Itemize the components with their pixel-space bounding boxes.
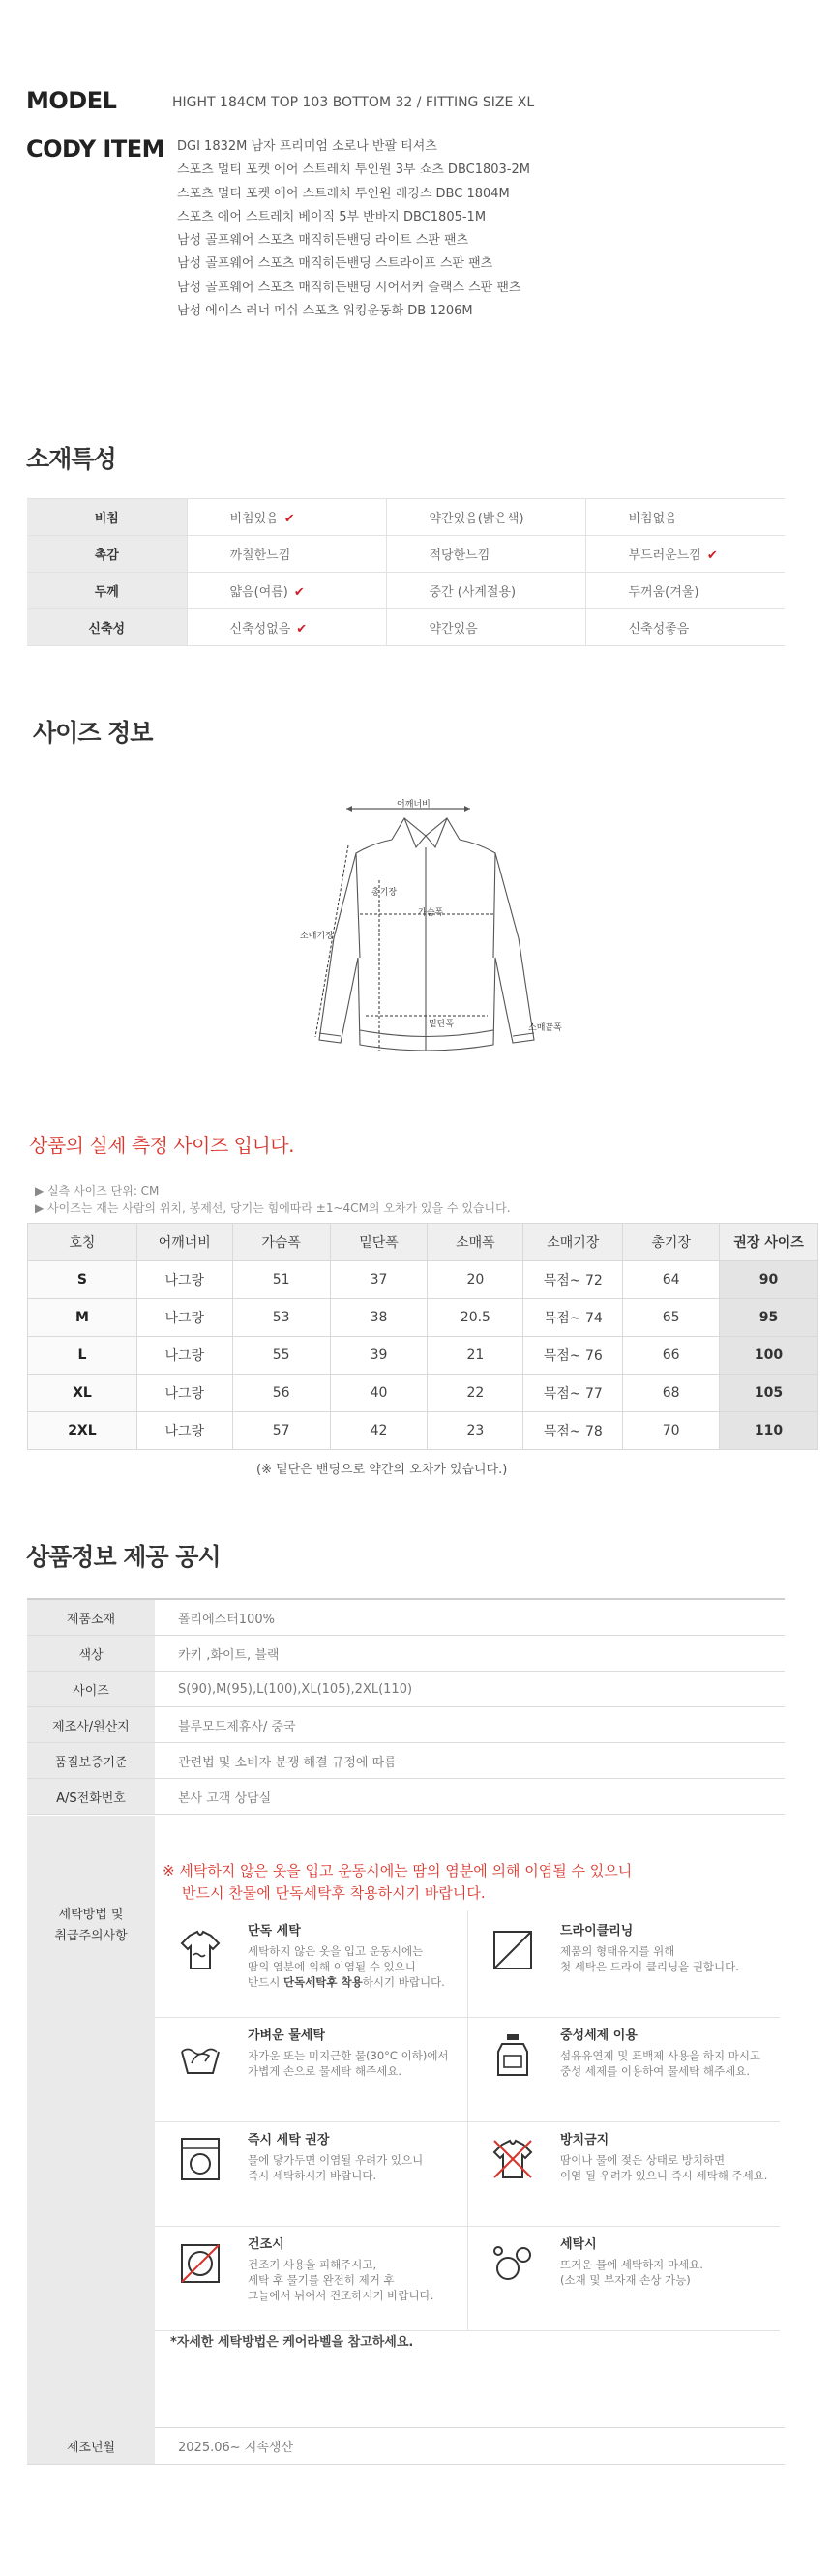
- dry-clean-icon: [489, 1926, 537, 1974]
- care-item-title: 세탁시: [560, 2237, 597, 2252]
- size-cell: 95: [720, 1299, 818, 1337]
- size-cell: 20.5: [428, 1299, 523, 1337]
- material-option-text: 얇음(여름): [229, 585, 288, 600]
- care-item-line: 자가운 또는 미지근한 물(30°C 이하)에서: [248, 2049, 449, 2062]
- product-info-title: 상품정보 제공 공시: [26, 1543, 221, 1571]
- no-tumble-dry-icon: [176, 2239, 224, 2288]
- cody-item: 남성 골프웨어 스포츠 매직히든밴딩 스트라이프 스판 팬츠: [177, 256, 493, 272]
- size-cell: 70: [623, 1412, 720, 1450]
- material-option: [386, 609, 585, 646]
- material-option-text: 약간있음(밝은색): [429, 512, 524, 526]
- material-row: [27, 536, 785, 573]
- size-header-cell: 가슴폭: [232, 1224, 330, 1261]
- care-item-line: 물에 닿가두면 이염될 우려가 있으니: [248, 2153, 424, 2167]
- size-cell: 목점~ 77: [523, 1375, 623, 1412]
- check-icon: ✔: [283, 512, 295, 526]
- material-option: [585, 536, 785, 573]
- material-option-text: 까칠한느낌: [229, 548, 291, 563]
- cody-item-label: CODY ITEM: [26, 135, 165, 163]
- diagram-label-total-length: 총기장: [371, 888, 398, 898]
- size-cell: 68: [623, 1375, 720, 1412]
- care-item-title: 방치금지: [560, 2133, 609, 2147]
- cody-item-list: [177, 135, 530, 323]
- care-item-bold: 단독세탁후 착용: [282, 1975, 363, 1989]
- product-info-label: 제품소재: [27, 1599, 155, 1636]
- care-item-title: 드라이클리닝: [560, 1924, 634, 1939]
- care-item: [155, 2224, 468, 2331]
- size-note-2: ▶ 사이즈는 재는 사람의 위치, 봉제선, 당기는 힘에따라 ±1~4CM의 오차가 있을 수 있습니다.: [35, 1201, 511, 1215]
- size-cell: 나그랑: [136, 1299, 232, 1337]
- size-info-title: 사이즈 정보: [33, 719, 153, 747]
- diagram-label-sleeve-length: 소매기장: [300, 932, 334, 941]
- size-cell: 56: [232, 1375, 330, 1412]
- care-item-desc: [560, 2048, 768, 2079]
- care-item-line: 섬유유연제 및 표백제 사용을 하지 마시고: [560, 2049, 761, 2062]
- product-info-row: [27, 1672, 785, 1707]
- care-grid: [155, 1910, 780, 2326]
- material-option: [585, 609, 785, 646]
- product-info-table: [27, 1598, 785, 1815]
- care-item-line: 반드시 단독세탁후 착용하시기 바랍니다.: [248, 1975, 445, 1989]
- mfg-value: 2025.06~ 지속생산: [155, 2427, 785, 2465]
- care-item-desc: [560, 2257, 768, 2288]
- size-cell: 20: [428, 1261, 523, 1299]
- size-header-cell: 밑단폭: [330, 1224, 428, 1261]
- size-cell: 나그랑: [136, 1412, 232, 1450]
- size-header-cell: 총기장: [623, 1224, 720, 1261]
- care-item-line: 세탁 후 물기를 완전히 제거 후: [248, 2273, 395, 2287]
- material-row: [27, 499, 785, 536]
- material-option: [187, 573, 386, 609]
- size-cell: XL: [28, 1375, 137, 1412]
- size-header-cell: 권장 사이즈: [720, 1224, 818, 1261]
- size-header-cell: 소매폭: [428, 1224, 523, 1261]
- product-info-label: 색상: [27, 1636, 155, 1672]
- care-item: [155, 2119, 468, 2227]
- cody-item: 스포츠 멀티 포켓 에어 스트레치 투인원 레깅스 DBC 1804M: [177, 186, 510, 201]
- size-table-row: [28, 1261, 818, 1299]
- material-option: [386, 499, 585, 536]
- care-item-line: 가볍게 손으로 물세탁 해주세요.: [248, 2064, 402, 2078]
- size-header-cell: 소매기장: [523, 1224, 623, 1261]
- material-option: [187, 609, 386, 646]
- material-option-text: 신축성없음: [229, 622, 291, 637]
- size-table-row: [28, 1337, 818, 1375]
- size-cell: 110: [720, 1412, 818, 1450]
- size-cell: 90: [720, 1261, 818, 1299]
- care-item-desc: [560, 2152, 768, 2183]
- size-header-cell: 어깨너비: [136, 1224, 232, 1261]
- size-cell: S: [28, 1261, 137, 1299]
- material-table: [27, 498, 785, 646]
- product-info-value: 블루모드제휴사/ 중국: [155, 1707, 785, 1743]
- mfg-label: 제조년월: [27, 2427, 155, 2465]
- material-option-text: 비침없음: [628, 512, 677, 526]
- care-item: [155, 2015, 468, 2122]
- care-footer: *자세한 세탁방법은 케어라벨을 참고하세요.: [170, 2335, 414, 2350]
- check-icon: ✔: [296, 622, 308, 637]
- diagram-label-cuff: 소매끝폭: [528, 1023, 562, 1033]
- care-item-desc: [560, 1943, 768, 1974]
- material-option-text: 두꺼움(겨울): [628, 585, 699, 600]
- diagram-label-chest: 가슴폭: [418, 908, 444, 918]
- material-option: [187, 536, 386, 573]
- product-info-row: [27, 1599, 785, 1636]
- size-cell: 37: [330, 1261, 428, 1299]
- size-cell: 38: [330, 1299, 428, 1337]
- size-table-row: [28, 1412, 818, 1450]
- care-item-line: 이염 될 우려가 있으니 즉시 세탁해 주세요.: [560, 2169, 768, 2182]
- size-footnote: (※ 밑단은 밴딩으로 약간의 오차가 있습니다.): [256, 1463, 508, 1477]
- diagram-label-hem: 밑단폭: [429, 1020, 455, 1029]
- material-option: [187, 499, 386, 536]
- check-icon: ✔: [706, 548, 718, 563]
- care-item-line: 첫 세탁은 드라이 클리닝을 권합니다.: [560, 1960, 739, 1973]
- product-info-value: 본사 고객 상담실: [155, 1779, 785, 1815]
- size-table: [27, 1223, 818, 1450]
- care-item: [467, 1910, 780, 2018]
- cody-item: 스포츠 멀티 포켓 에어 스트레치 투인원 3부 쇼츠 DBC1803-2M: [177, 163, 530, 178]
- product-info-label: 품질보증기준: [27, 1743, 155, 1779]
- size-cell: 목점~ 78: [523, 1412, 623, 1450]
- care-item-line: 제품의 형태유지를 위해: [560, 1944, 675, 1958]
- product-info-label: 제조사/원산지: [27, 1707, 155, 1743]
- care-item-line: 건조기 사용을 피해주시고,: [248, 2258, 377, 2271]
- size-cell: 57: [232, 1412, 330, 1450]
- material-row-label: 두께: [27, 573, 187, 609]
- size-cell: 21: [428, 1337, 523, 1375]
- size-cell: 목점~ 76: [523, 1337, 623, 1375]
- size-header-cell: 호칭: [28, 1224, 137, 1261]
- material-option-text: 적당한느낌: [429, 548, 490, 563]
- care-warning-1: ※ 세탁하지 않은 옷을 입고 운동시에는 땀의 염분에 의해 이염될 수 있으니: [163, 1862, 633, 1880]
- care-label-1: 세탁방법 및: [58, 1908, 124, 1922]
- care-item-line: 세탁하지 않은 옷을 입고 운동시에는: [248, 1944, 424, 1958]
- model-info: HIGHT 184CM TOP 103 BOTTOM 32 / FITTING SIZE XL: [172, 95, 535, 110]
- care-item-line: (소재 및 부자재 손상 가능): [560, 2273, 691, 2287]
- diagram-label-shoulder: 어깨너비: [397, 800, 431, 810]
- size-cell: 65: [623, 1299, 720, 1337]
- size-table-row: [28, 1299, 818, 1337]
- size-cell: 53: [232, 1299, 330, 1337]
- care-item-desc: [248, 2048, 456, 2079]
- material-option: [585, 499, 785, 536]
- size-cell: 64: [623, 1261, 720, 1299]
- care-item-line: 즉시 세탁하시기 바랍니다.: [248, 2169, 377, 2182]
- size-cell: 39: [330, 1337, 428, 1375]
- care-item: [467, 2015, 780, 2122]
- size-cell: 나그랑: [136, 1337, 232, 1375]
- care-item: [467, 2119, 780, 2227]
- care-label-2: 취급주의사항: [54, 1929, 128, 1943]
- cody-item: DGI 1832M 남자 프리미엄 소로나 반팔 티셔츠: [177, 139, 437, 154]
- product-info-row: [27, 1779, 785, 1815]
- material-option-text: 비침있음: [229, 512, 279, 526]
- t-shirt-wash-icon: [176, 1926, 224, 1974]
- model-label: MODEL: [26, 87, 117, 114]
- size-cell: 40: [330, 1375, 428, 1412]
- material-option-text: 신축성좋음: [628, 622, 690, 637]
- care-item-desc: [248, 2152, 456, 2183]
- care-item-title: 가벼운 물세탁: [248, 2028, 325, 2043]
- product-info-value: S(90),M(95),L(100),XL(105),2XL(110): [155, 1672, 785, 1707]
- product-info-label: 사이즈: [27, 1672, 155, 1707]
- hand-wash-icon: [176, 2030, 224, 2079]
- product-info-row: [27, 1707, 785, 1743]
- washing-machine-icon: [176, 2135, 224, 2183]
- size-cell: 2XL: [28, 1412, 137, 1450]
- material-option: [386, 573, 585, 609]
- product-info-row: [27, 1743, 785, 1779]
- product-info-value: 관련법 및 소비자 분쟁 해결 규정에 따름: [155, 1743, 785, 1779]
- size-cell: 나그랑: [136, 1375, 232, 1412]
- material-option-text: 약간있음: [429, 622, 478, 637]
- size-cell: 105: [720, 1375, 818, 1412]
- material-title: 소재특성: [26, 445, 116, 473]
- material-row: [27, 573, 785, 609]
- product-info-row: [27, 1636, 785, 1672]
- cody-item: 스포츠 에어 스트레치 베이직 5부 반바지 DBC1805-1M: [177, 209, 487, 224]
- material-option-text: 중간 (사계절용): [429, 585, 517, 600]
- care-item-line: 그늘에서 뉘어서 건조하시기 바랍니다.: [248, 2289, 434, 2302]
- material-option: [386, 536, 585, 573]
- size-table-header: [28, 1224, 818, 1261]
- size-cell: 나그랑: [136, 1261, 232, 1299]
- care-item: [467, 2224, 780, 2331]
- size-cell: M: [28, 1299, 137, 1337]
- size-cell: 22: [428, 1375, 523, 1412]
- no-leave-wet-icon: [489, 2135, 537, 2183]
- size-table-row: [28, 1375, 818, 1412]
- cody-item: 남성 골프웨어 스포츠 매직히든밴딩 라이트 스판 팬츠: [177, 233, 469, 249]
- size-note-1: ▶ 실측 사이즈 단위: CM: [35, 1184, 160, 1198]
- detergent-bottle-icon: [489, 2030, 537, 2079]
- size-notice: 상품의 실제 측정 사이즈 입니다.: [29, 1134, 294, 1157]
- size-cell: 23: [428, 1412, 523, 1450]
- care-item-line: 중성 세제를 이용하여 물세탁 해주세요.: [560, 2064, 751, 2078]
- product-info-value: 카키 ,화이트, 블랙: [155, 1636, 785, 1672]
- material-option-text: 부드러운느낌: [628, 548, 701, 563]
- cody-item: 남성 골프웨어 스포츠 매직히든밴딩 시어서커 슬랙스 스판 팬츠: [177, 280, 521, 295]
- care-item-desc: [248, 1943, 456, 1990]
- check-icon: ✔: [293, 585, 305, 600]
- material-row-label: 촉감: [27, 536, 187, 573]
- size-cell: 100: [720, 1337, 818, 1375]
- care-item-title: 건조시: [248, 2237, 284, 2252]
- size-cell: 55: [232, 1337, 330, 1375]
- size-cell: L: [28, 1337, 137, 1375]
- care-item-title: 단독 세탁: [248, 1924, 301, 1939]
- product-info-value: 폴리에스터100%: [155, 1599, 785, 1636]
- material-row: [27, 609, 785, 646]
- care-warning-2: 반드시 찬물에 단독세탁후 착용하시기 바랍니다.: [182, 1884, 486, 1902]
- size-cell: 목점~ 72: [523, 1261, 623, 1299]
- jacket-diagram: [281, 784, 571, 1064]
- size-cell: 66: [623, 1337, 720, 1375]
- material-row-label: 신축성: [27, 609, 187, 646]
- care-item-title: 즉시 세탁 권장: [248, 2133, 330, 2147]
- product-info-label: A/S전화번호: [27, 1779, 155, 1815]
- care-item-line: 뜨거운 물에 세탁하지 마세요.: [560, 2258, 703, 2271]
- mfg-table: [27, 2427, 785, 2465]
- bubbles-icon: [489, 2239, 537, 2288]
- cody-item: 남성 에이스 러너 메쉬 스포츠 워킹운동화 DB 1206M: [177, 304, 473, 319]
- care-item-title: 중성세제 이용: [560, 2028, 638, 2043]
- care-item-line: 땀이나 물에 젖은 상태로 방치하면: [560, 2153, 726, 2167]
- material-option: [585, 573, 785, 609]
- care-item-desc: [248, 2257, 456, 2303]
- care-item-line: 땀의 염분에 의해 이염될 수 있으니: [248, 1960, 416, 1973]
- material-row-label: 비침: [27, 499, 187, 536]
- size-cell: 51: [232, 1261, 330, 1299]
- size-cell: 42: [330, 1412, 428, 1450]
- size-cell: 목점~ 74: [523, 1299, 623, 1337]
- care-item: [155, 1910, 468, 2018]
